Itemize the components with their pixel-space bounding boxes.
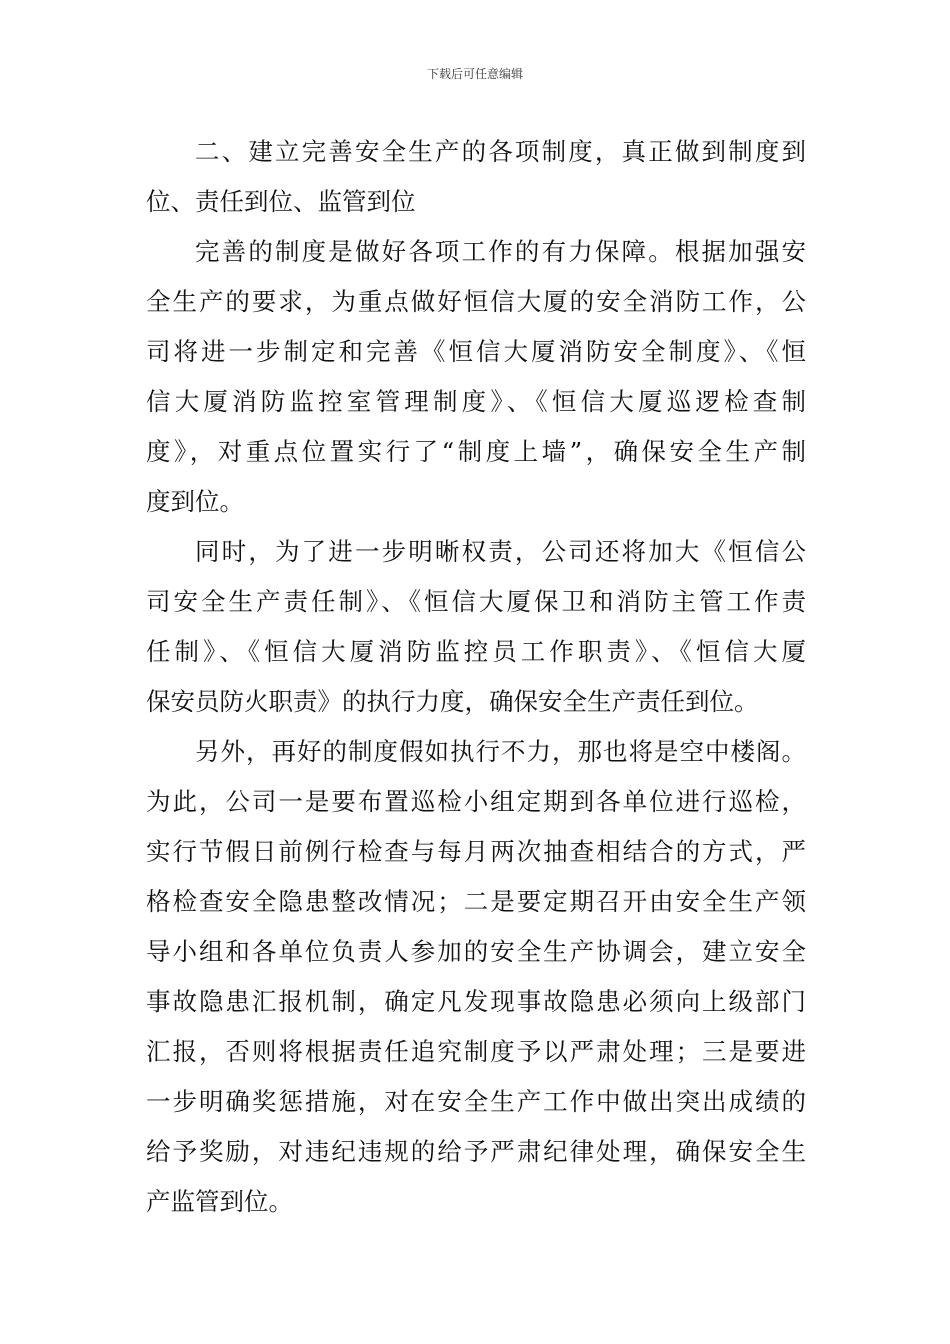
text-line: 实行节假日前例行检查与每月两次抽查相结合的方式，严	[146, 837, 806, 866]
page-header-note: 下载后可任意编辑	[426, 67, 523, 81]
body-paragraph	[146, 527, 806, 727]
text-line: 产监管到位。	[146, 1187, 293, 1216]
text-line: 司安全生产责任制》、《恒信大厦保卫和消防主管工作责	[146, 587, 806, 616]
text-line: 司将进一步制定和完善《恒信大厦消防安全制度》、《恒	[146, 337, 806, 366]
text-line: 全生产的要求，为重点做好恒信大厦的安全消防工作，公	[146, 287, 806, 316]
text-line: 完善的制度是做好各项工作的有力保障。根据加强安	[195, 237, 806, 266]
text-line: 给予奖励，对违纪违规的给予严肃纪律处理，确保安全生	[146, 1137, 806, 1166]
text-line: 二、建立完善安全生产的各项制度，真正做到制度到	[195, 137, 806, 166]
text-line: 事故隐患汇报机制，确定凡发现事故隐患必须向上级部门	[146, 987, 806, 1016]
text-line: 格检查安全隐患整改情况；二是要定期召开由安全生产领	[146, 887, 806, 916]
text-line: 任制》、《恒信大厦消防监控员工作职责》、《恒信大厦	[146, 637, 806, 666]
text-line: 度》，对重点位置实行了“制度上墙”，确保安全生产制	[146, 437, 806, 466]
body-paragraph	[146, 727, 806, 1227]
text-line: 一步明确奖惩措施，对在安全生产工作中做出突出成绩的	[146, 1087, 806, 1116]
text-line: 导小组和各单位负责人参加的安全生产协调会，建立安全	[146, 937, 806, 966]
document-body	[146, 127, 806, 1227]
text-line: 同时，为了进一步明晰权责，公司还将加大《恒信公	[195, 537, 806, 566]
text-line: 另外，再好的制度假如执行不力，那也将是空中楼阁。	[195, 737, 806, 766]
text-line: 位、责任到位、监管到位	[146, 187, 416, 216]
section-heading-paragraph	[146, 127, 806, 227]
text-line: 汇报，否则将根据责任追究制度予以严肃处理；三是要进	[146, 1037, 806, 1066]
text-line: 保安员防火职责》的执行力度，确保安全生产责任到位。	[146, 687, 759, 716]
body-paragraph	[146, 227, 806, 527]
text-line: 为此，公司一是要布置巡检小组定期到各单位进行巡检，	[146, 787, 806, 816]
text-line: 信大厦消防监控室管理制度》、《恒信大厦巡逻检查制	[146, 387, 806, 416]
text-line: 度到位。	[146, 487, 244, 516]
